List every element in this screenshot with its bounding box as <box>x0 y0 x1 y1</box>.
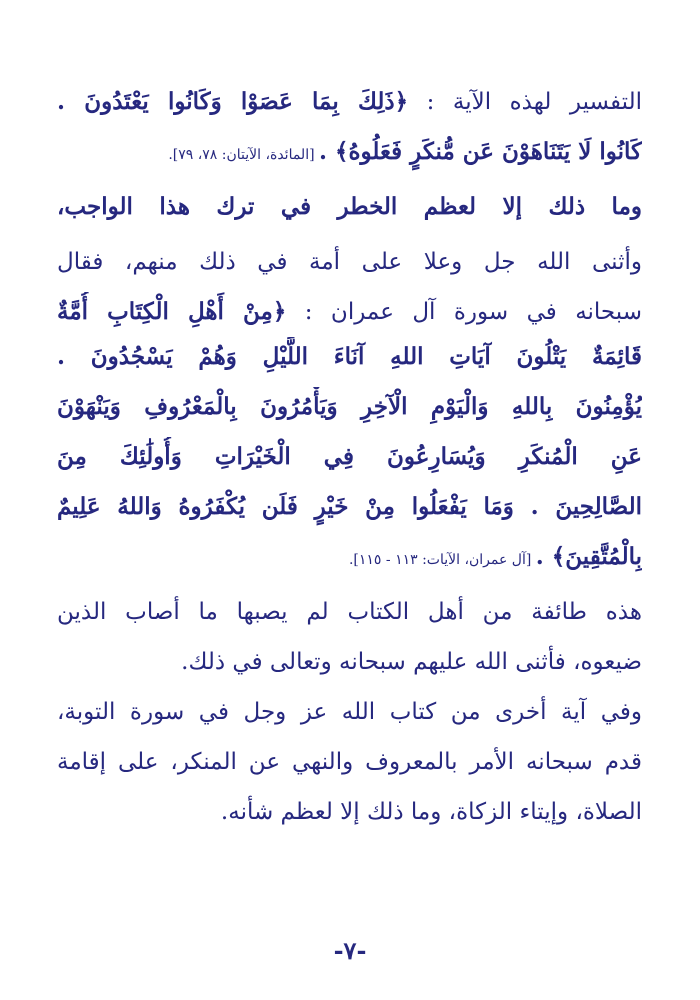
line-7-verse: يُؤْمِنُونَ بِاللهِ وَالْيَوْمِ الْآخِرِ وَيَأْمُرُونَ بِالْمَعْرُوفِ وَيَنْهَوْنَ <box>57 393 642 420</box>
text-line-10 <box>57 537 642 580</box>
line-2-verse: كَانُوا لَا يَتَنَاهَوْنَ عَن مُّنكَرٍ فَعَلُوهُ﴾ . <box>319 138 642 165</box>
line-8-verse: عَنِ الْمُنكَرِ وَيُسَارِعُونَ فِي الْخَيْرَاتِ وَأُولَٰئِكَ مِنَ <box>57 443 642 470</box>
line-2-reference: [المائدة، الآيتان: ٧٨، ٧٩]. <box>168 147 319 163</box>
text-line-3 <box>57 187 642 227</box>
line-6-verse: قَائِمَةٌ يَتْلُونَ آيَاتِ اللهِ آنَاءَ اللَّيْلِ وَهُمْ يَسْجُدُونَ . <box>57 343 642 370</box>
line-10-reference: [آل عمران، الآيات: ١١٣ - ١١٥]. <box>348 552 536 568</box>
text-line-13 <box>57 692 642 732</box>
line-12-text: ضيعوه، فأثنى الله عليهم سبحانه وتعالى في ذلك. <box>181 649 642 675</box>
line-1-verse: ﴿ذَلِكَ بِمَا عَصَوْا وَكَانُوا يَعْتَدُونَ . <box>57 88 409 115</box>
line-5-text: سبحانه في سورة آل عمران : <box>286 299 642 325</box>
text-line-15 <box>57 792 642 832</box>
line-13-text: وفي آية أخرى من كتاب الله عز وجل في سورة التوبة، <box>57 699 642 725</box>
line-15-text: الصلاة، وإيتاء الزكاة، وما ذلك إلا لعظم شأنه. <box>220 799 642 825</box>
text-line-2 <box>57 132 642 175</box>
text-line-12 <box>57 642 642 682</box>
page-number: -٧- <box>333 936 367 965</box>
line-5-verse: ﴿مِنْ أَهْلِ الْكِتَابِ أُمَّةٌ <box>57 298 287 325</box>
text-line-5 <box>57 292 642 332</box>
text-line-11 <box>57 592 642 632</box>
text-line-9 <box>57 487 642 527</box>
line-11-text: هذه طائفة من أهل الكتاب لم يصبها ما أصاب الذين <box>57 599 642 625</box>
text-line-6 <box>57 337 642 377</box>
text-line-7 <box>57 387 642 427</box>
line-9-verse: الصَّالِحِينَ . وَمَا يَفْعَلُوا مِنْ خَيْرٍ فَلَن يُكْفَرُوهُ وَاللهُ عَلِيمٌ <box>57 493 642 520</box>
text-line-4 <box>57 242 642 282</box>
line-4-text: وأثنى الله جل وعلا على أمة في ذلك منهم، فقال <box>57 249 642 275</box>
text-line-14 <box>57 742 642 782</box>
line-14-text: قدم سبحانه الأمر بالمعروف والنهي عن المنكر، على إقامة <box>57 749 642 775</box>
line-3-text: وما ذلك إلا لعظم الخطر في ترك هذا الواجب، <box>57 193 642 220</box>
text-line-1 <box>57 82 642 122</box>
line-1-text: التفسير لهذه الآية : <box>408 89 642 115</box>
line-10-verse: بِالْمُتَّقِينَ﴾ . <box>535 543 642 570</box>
text-line-8 <box>57 437 642 477</box>
